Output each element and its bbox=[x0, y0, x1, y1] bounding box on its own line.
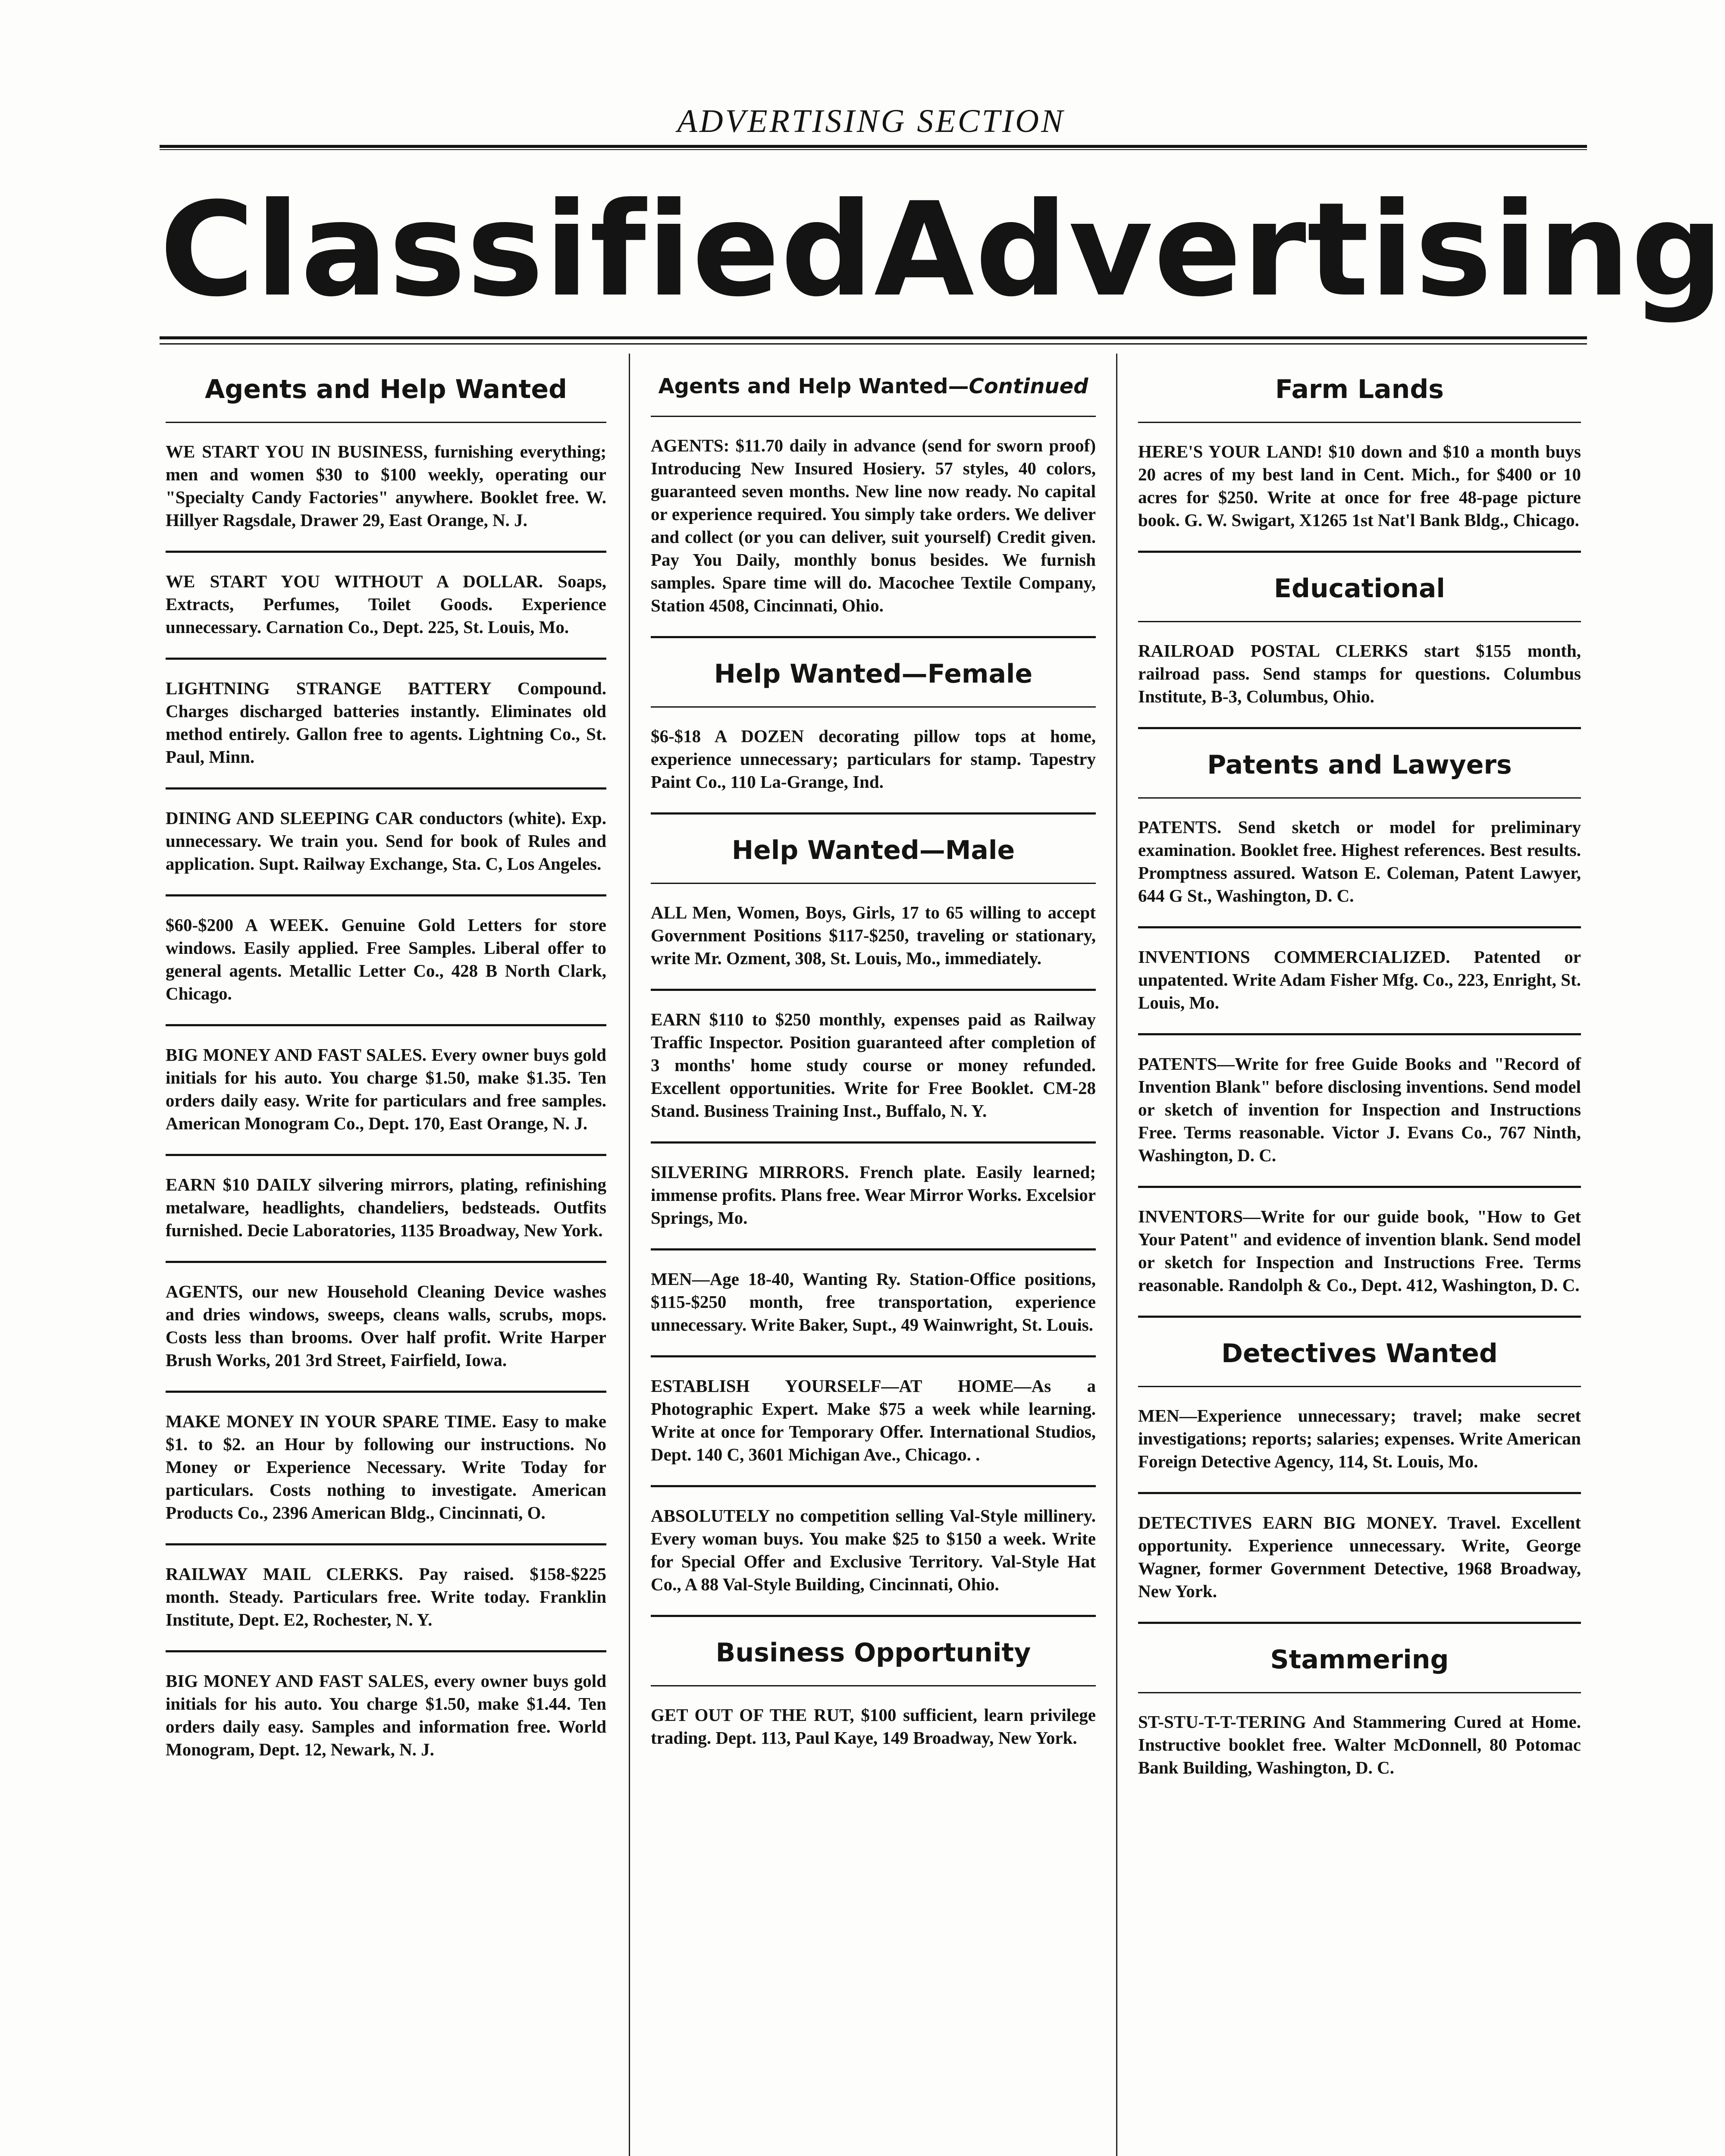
ad-separator bbox=[651, 1615, 1096, 1617]
column-divider bbox=[1116, 354, 1117, 2156]
classified-ad: PATENTS—Write for free Guide Books and "Record of Invention Blank" before disclosing inventions. Send model or sketch of invention for Inspection and Instructions Free. Terms reasonable. Victor J. Evans Co., 767 Ninth, Washington, D. C. bbox=[1138, 1054, 1581, 1165]
classified-ad: SILVERING MIRRORS. French plate. Easily learned; immense profits. Plans free. Wear Mirror Works. Excelsior Springs, Mo. bbox=[651, 1162, 1096, 1228]
column-2 bbox=[645, 354, 1102, 1768]
classified-ad: ST-STU-T-T-TERING And Stammering Cured at Home. Instructive booklet free. Walter McDonnell, 80 Potomac Bank Building, Washington, D. C. bbox=[1138, 1712, 1581, 1777]
section-heading-text: Agents and Help Wanted— bbox=[658, 374, 969, 398]
section-heading: Business Opportunity bbox=[715, 1638, 1031, 1668]
classified-ad: $6-$18 A DOZEN decorating pillow tops at home, experience unnecessary; particulars for stamp. Tapestry Paint Co., 110 La-Grange, Ind. bbox=[651, 726, 1096, 792]
column-3 bbox=[1132, 354, 1587, 1798]
classified-ad: MEN—Age 18-40, Wanting Ry. Station-Office positions, $115-$250 month, free transportation, experience unnecessary. Write Baker, Supt., 49 Wainwright, St. Louis. bbox=[651, 1269, 1096, 1335]
classified-ad: BIG MONEY AND FAST SALES, every owner buys gold initials for his auto. You charge $1.50, make $1.44. Ten orders daily easy. Samples and information free. World Monogram, Dept. 12, Newark, N. J. bbox=[166, 1671, 606, 1759]
section-heading: Agents and Help Wanted bbox=[205, 374, 567, 404]
ad-separator bbox=[1138, 727, 1581, 729]
classified-ad: WE START YOU IN BUSINESS, furnishing everything; men and women $30 to $100 weekly, operating our "Specialty Candy Factories" anywhere. Booklet free. W. Hillyer Ragsdale, Drawer 29, East Orange, N. J. bbox=[166, 442, 606, 530]
classified-ad: WE START YOU WITHOUT A DOLLAR. Soaps, Extracts, Perfumes, Toilet Goods. Experience unnecessary. Carnation Co., Dept. 225, St. Louis, Mo. bbox=[166, 571, 606, 637]
classified-ad: DETECTIVES EARN BIG MONEY. Travel. Excellent opportunity. Experience unnecessary. Write, George Wagner, former Government Detective, 1968 Broadway, New York. bbox=[1138, 1513, 1581, 1601]
column-divider bbox=[629, 354, 630, 2156]
classified-ad: INVENTIONS COMMERCIALIZED. Patented or unpatented. Write Adam Fisher Mfg. Co., 223, Enright, St. Louis, Mo. bbox=[1138, 947, 1581, 1012]
header-rule-thin bbox=[160, 149, 1587, 150]
section-heading: Help Wanted—Female bbox=[714, 659, 1033, 689]
classified-ad: DINING AND SLEEPING CAR conductors (white). Exp. unnecessary. We train you. Send for book of Rules and application. Supt. Railway Exchange, Sta. C, Los Angeles. bbox=[166, 808, 606, 874]
classified-ad: AGENTS, our new Household Cleaning Device washes and dries windows, sweeps, cleans walls, scrubs, mops. Costs less than brooms. Over half profit. Write Harper Brush Works, 201 3rd Street, Fairfield, Iowa. bbox=[166, 1282, 606, 1370]
classified-ad: EARN $10 DAILY silvering mirrors, plating, refinishing metalware, headlights, chandeliers, bedsteads. Outfits furnished. Decie Laboratories, 1135 Broadway, New York. bbox=[166, 1175, 606, 1240]
page-title bbox=[160, 175, 1725, 325]
classified-ad: MEN—Experience unnecessary; travel; make secret investigations; reports; salaries; expenses. Write American Foreign Detective Agency, 114, St. Louis, Mo. bbox=[1138, 1406, 1581, 1471]
ad-separator bbox=[1138, 1622, 1581, 1624]
classified-ad: PATENTS. Send sketch or model for preliminary examination. Booklet free. Highest references. Best results. Promptness assured. Watson E. Coleman, Patent Lawyer, 644 G St., Washington, D. C. bbox=[1138, 817, 1581, 906]
title-rule-thin bbox=[160, 343, 1587, 345]
classified-ad: GET OUT OF THE RUT, $100 sufficient, learn privilege trading. Dept. 113, Paul Kaye, 149 Broadway, New York. bbox=[651, 1705, 1096, 1748]
classified-ad: HERE'S YOUR LAND! $10 down and $10 a month buys 20 acres of my best land in Cent. Mich., for $400 or 10 acres for $250. Write at once for free 48-page picture book. G. W. Swigart, X1265 1st Nat'l Bank Bldg., Chicago. bbox=[1138, 442, 1581, 530]
ad-separator bbox=[1138, 1316, 1581, 1318]
section-heading-continued: Continued bbox=[969, 374, 1088, 398]
classified-ad: INVENTORS—Write for our guide book, "How to Get Your Patent" and evidence of invention blank. Send model or sketch for Inspection and Instructions Free. Terms reasonable. Randolph & Co., Dept. 412, Washington, D. C. bbox=[1138, 1206, 1581, 1295]
classified-ad: ESTABLISH YOURSELF—AT HOME—As a Photographic Expert. Make $75 a week while learning. Write at once for Temporary Offer. International Studios, Dept. 140 C, 3601 Michigan Ave., Chicago. . bbox=[651, 1376, 1096, 1464]
section-heading: Stammering bbox=[1270, 1645, 1449, 1675]
classified-ad: MAKE MONEY IN YOUR SPARE TIME. Easy to make $1. to $2. an Hour by following our instructions. No Money or Experience Necessary. Write Today for particulars. Costs nothing to investigate. American Products Co., 2396 American Bldg., Cincinnati, O. bbox=[166, 1411, 606, 1523]
classified-ad: RAILROAD POSTAL CLERKS start $155 month, railroad pass. Send stamps for questions. Columbus Institute, B-3, Columbus, Ohio. bbox=[1138, 641, 1581, 706]
classified-ad: BIG MONEY AND FAST SALES. Every owner buys gold initials for his auto. You charge $1.50, make $1.35. Ten orders daily easy. Write for particulars and free samples. American Monogram Co., Dept. 170, East Orange, N. J. bbox=[166, 1045, 606, 1133]
classified-ad: $60-$200 A WEEK. Genuine Gold Letters for store windows. Easily applied. Free Samples. Liberal offer to general agents. Metallic Letter Co., 428 B North Clark, Chicago. bbox=[166, 915, 606, 1003]
section-heading bbox=[645, 374, 1102, 398]
ad-separator bbox=[1138, 551, 1581, 553]
classified-ad: LIGHTNING STRANGE BATTERY Compound. Charges discharged batteries instantly. Eliminates old method entirely. Gallon free to agents. Lightning Co., St. Paul, Minn. bbox=[166, 678, 606, 767]
ad-separator bbox=[651, 636, 1096, 638]
section-header: ADVERTISING SECTION bbox=[677, 103, 1065, 139]
page-title-word-1: Classified bbox=[160, 175, 874, 325]
header-rule bbox=[160, 145, 1587, 148]
column-1 bbox=[160, 354, 612, 1780]
section-heading: Educational bbox=[1274, 573, 1445, 604]
classified-ad: ABSOLUTELY no competition selling Val-Style millinery. Every woman buys. You make $25 to $150 a week. Write for Special Offer and Exclusive Territory. Val-Style Hat Co., A 88 Val-Style Building, Cincinnati, Ohio. bbox=[651, 1506, 1096, 1594]
page-title-word-2: Advertising bbox=[874, 175, 1725, 325]
section-heading: Detectives Wanted bbox=[1221, 1338, 1498, 1369]
title-rule bbox=[160, 336, 1587, 339]
classified-ad: ALL Men, Women, Boys, Girls, 17 to 65 willing to accept Government Positions $117-$250, traveling or stationary, write Mr. Ozment, 308, St. Louis, Mo., immediately. bbox=[651, 903, 1096, 968]
section-heading: Help Wanted—Male bbox=[731, 835, 1015, 865]
ad-separator bbox=[651, 812, 1096, 815]
classified-ad: AGENTS: $11.70 daily in advance (send for sworn proof) Introducing New Insured Hosiery. 57 styles, 40 colors, guaranteed seven months. New line now ready. No capital or experience required. You simply take orders. We deliver and collect (or you can deliver, suit yourself) Credit given. Pay You Daily, monthly bonus besides. We furnish samples. Spare time will do. Macochee Textile Company, Station 4508, Cincinnati, Ohio. bbox=[651, 436, 1096, 615]
section-heading: Patents and Lawyers bbox=[1207, 750, 1512, 780]
classified-ad: RAILWAY MAIL CLERKS. Pay raised. $158-$225 month. Steady. Particulars free. Write today. Franklin Institute, Dept. E2, Rochester, N. Y. bbox=[166, 1564, 606, 1630]
section-heading: Farm Lands bbox=[1275, 374, 1444, 404]
classified-ad: EARN $110 to $250 monthly, expenses paid as Railway Traffic Inspector. Position guaranteed after completion of 3 months' home study course or money refunded. Excellent opportunities. Write for Free Booklet. CM-28 Stand. Business Training Inst., Buffalo, N. Y. bbox=[651, 1009, 1096, 1121]
